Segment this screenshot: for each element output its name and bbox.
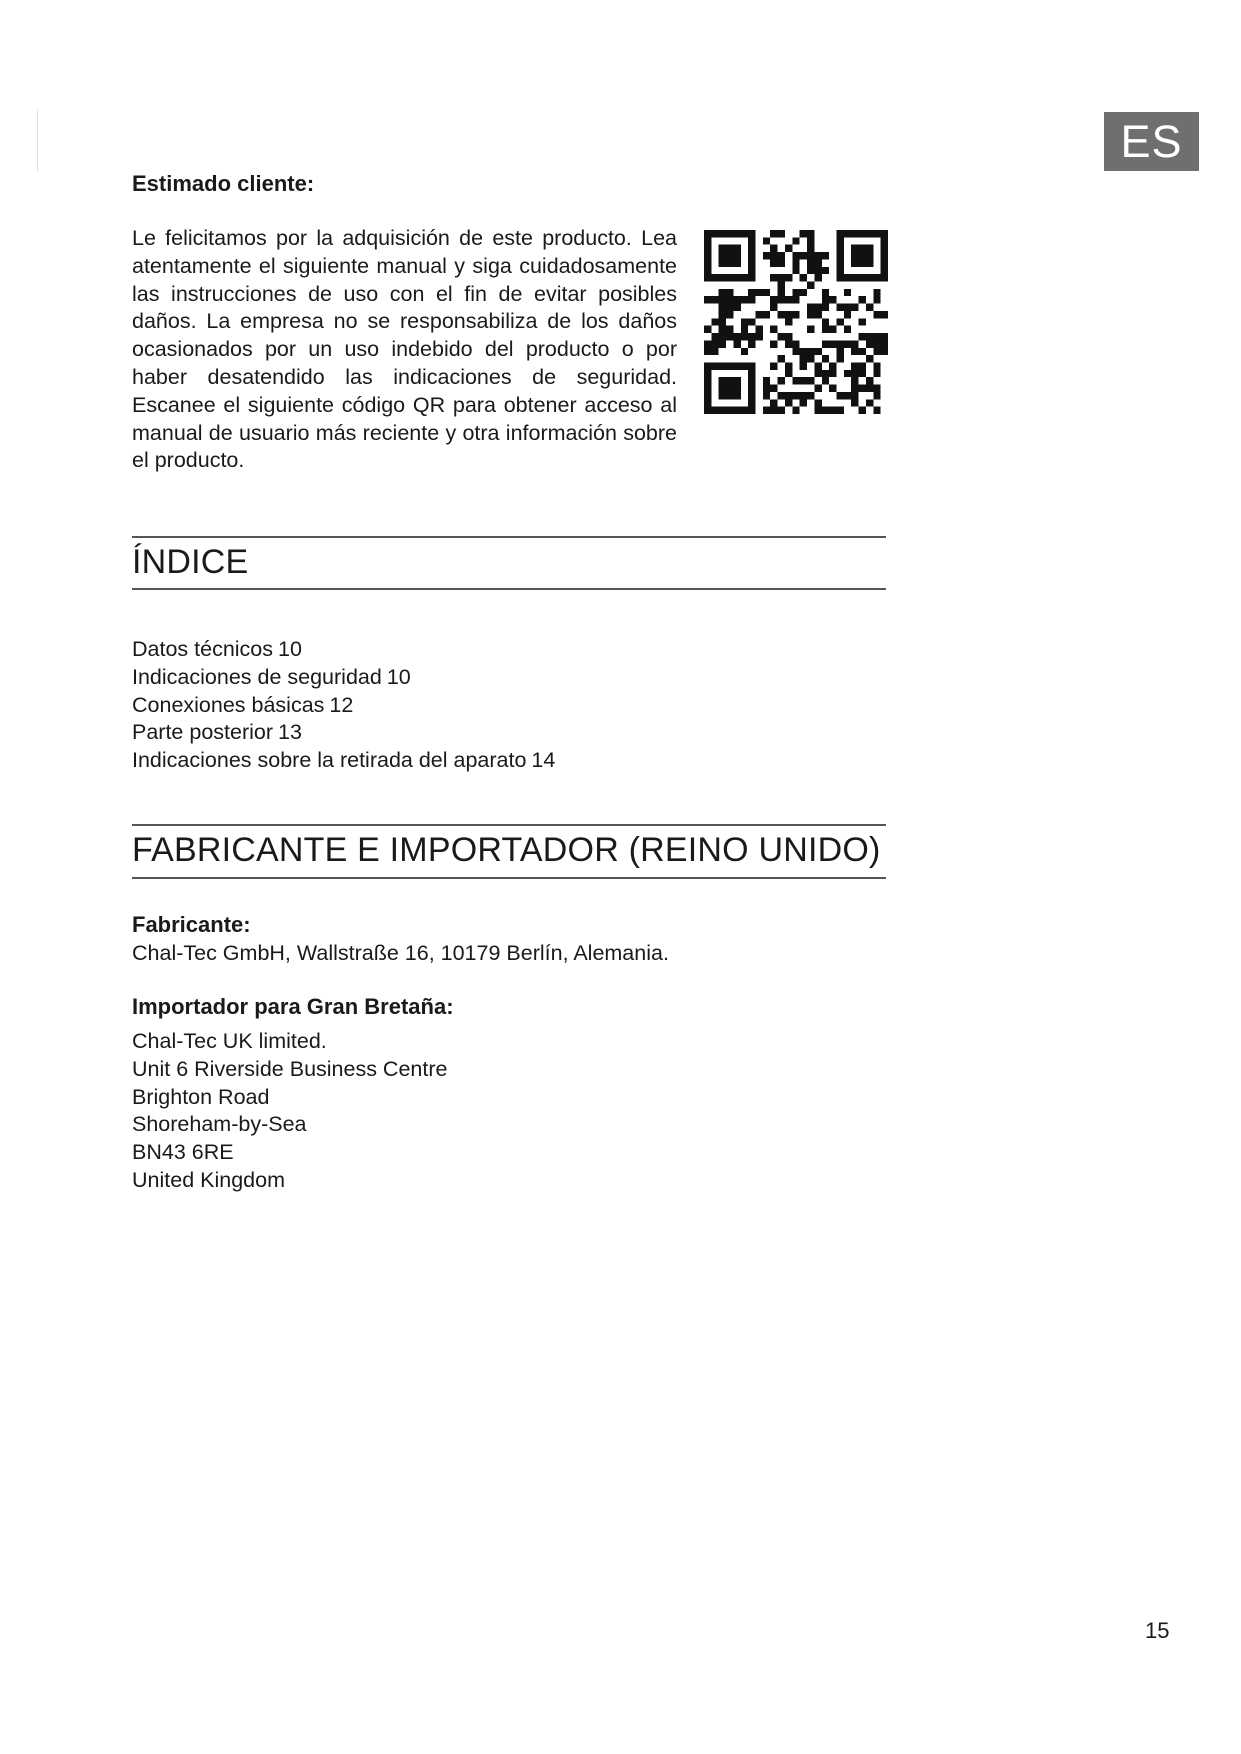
index-item-page: 13 [278, 720, 302, 745]
index-item [132, 719, 555, 747]
index-title: ÍNDICE [132, 543, 249, 581]
intro-paragraph: Le felicitamos por la adquisición de este producto. Lea atentamente el siguiente manual y siga cuidadosamente las instrucciones de uso con el fin de evitar posibles daños. La empresa no se responsabiliza de los daños ocasionados por un uso indebido del producto o por haber desatendido las indicaciones de seguridad. Escanee el siguiente código QR para obtener acceso al manual de usuario más reciente y otra información sobre el producto. [132, 226, 677, 473]
manufacturer-address: Chal-Tec GmbH, Wallstraße 16, 10179 Berlín, Alemania. [132, 941, 669, 965]
index-item-page: 12 [329, 692, 354, 717]
address-line: Shoreham-by-Sea [132, 1112, 307, 1137]
manufacturer-rule-top [132, 824, 886, 826]
index-item [132, 747, 555, 775]
index-item-label: Conexiones básicas [132, 692, 325, 717]
address-line: United Kingdom [132, 1167, 285, 1192]
importer-label: Importador para Gran Bretaña: [132, 994, 454, 1019]
index-item [132, 636, 555, 664]
index-rule-top [132, 536, 886, 538]
index-item-label: Datos técnicos [132, 637, 274, 661]
index-item-label: Indicaciones de seguridad [132, 664, 382, 689]
importer-address [132, 1028, 447, 1195]
manufacturer-title: FABRICANTE E IMPORTADOR (REINO UNIDO) [132, 831, 881, 869]
manufacturer-rule-bottom [132, 877, 886, 879]
index-item [132, 664, 555, 692]
qr-code-icon [704, 230, 888, 414]
address-line: BN43 6RE [132, 1140, 234, 1165]
greeting-heading: Estimado cliente: [132, 171, 315, 196]
address-line: Chal-Tec UK limited. [132, 1029, 327, 1053]
index-item-page: 10 [278, 637, 302, 661]
index-item-label: Indicaciones sobre la retirada del aparato [132, 748, 527, 773]
manufacturer-label: Fabricante: [132, 912, 251, 937]
index-list [132, 636, 555, 775]
index-item-label: Parte posterior [132, 720, 274, 745]
margin-rule [37, 110, 38, 172]
index-item-page: 14 [531, 748, 556, 773]
index-item-page: 10 [386, 664, 411, 689]
address-line: Brighton Road [132, 1084, 270, 1109]
page-number: 15 [1145, 1618, 1170, 1643]
address-line: Unit 6 Riverside Business Centre [132, 1056, 448, 1081]
index-item [132, 692, 555, 720]
index-rule-bottom [132, 588, 886, 590]
language-badge: ES [1104, 112, 1199, 171]
